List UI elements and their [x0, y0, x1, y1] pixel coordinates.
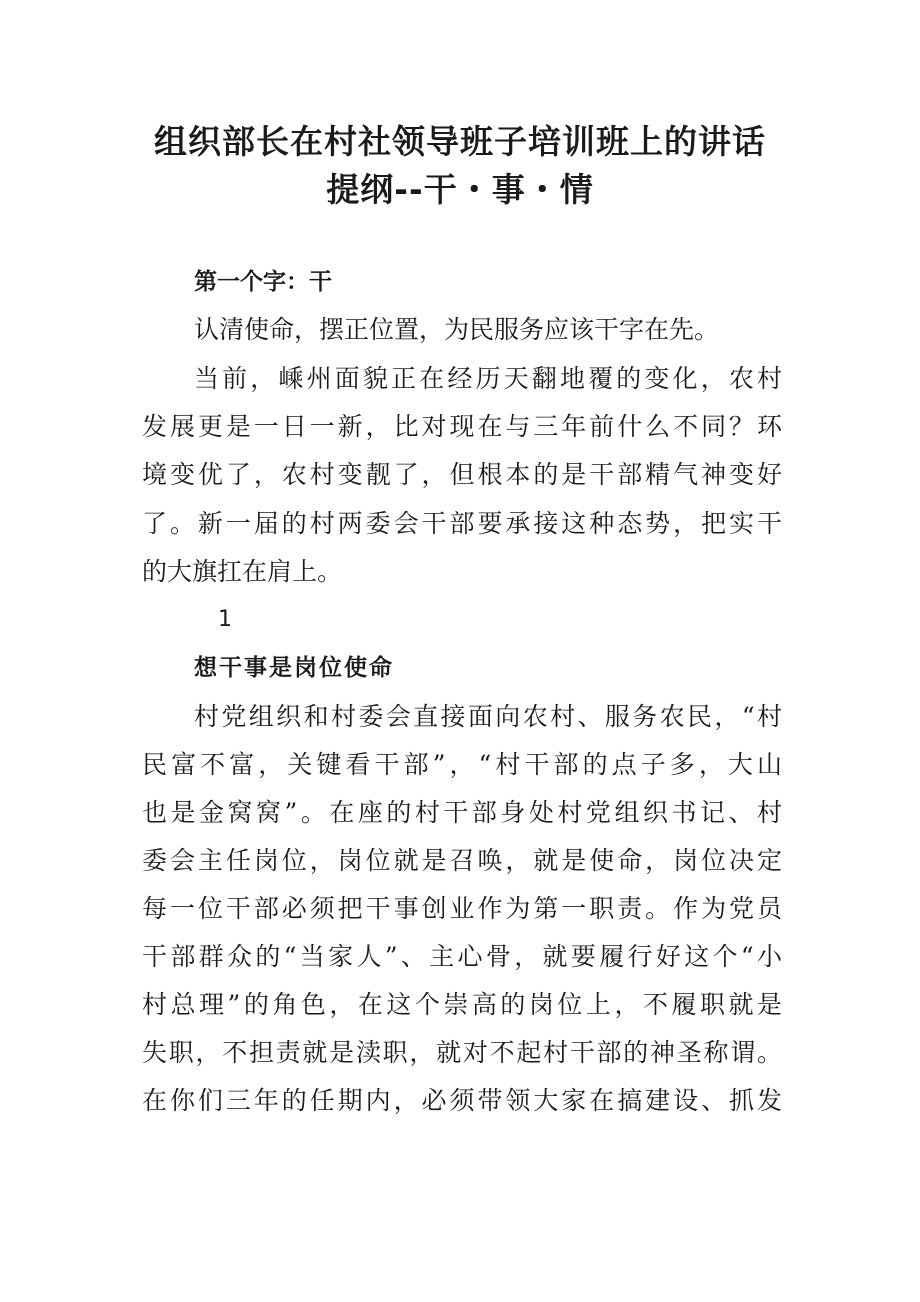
paragraph-2-line-1: 村党组织和村委会直接面向农村、服务农民，“村	[194, 702, 782, 731]
paragraph-2-line-4: 委会主任岗位，岗位就是召唤，就是使命，岗位决定	[142, 846, 782, 875]
paragraph-1-line-3: 境变优了，农村变靓了，但根本的是干部精气神变好	[142, 460, 782, 489]
lead-paragraph: 认清使命，摆正位置，为民服务应该干字在先。	[194, 315, 720, 344]
paragraph-2-line-5: 每一位干部必须把干事创业作为第一职责。作为党员	[142, 894, 782, 923]
paragraph-1-line-2: 发展更是一日一新，比对现在与三年前什么不同？环	[142, 412, 782, 441]
paragraph-2-line-9: 在你们三年的任期内，必须带领大家在搞建设、抓发	[142, 1086, 782, 1115]
subsection-heading: 想干事是岗位使命	[194, 654, 394, 681]
paragraph-1-line-1: 当前，嵊州面貌正在经历天翻地覆的变化，农村	[194, 364, 782, 393]
paragraph-1-line-5: 的大旗扛在肩上。	[142, 557, 343, 586]
item-number: 1	[218, 607, 232, 632]
document-title-line-1: 组织部长在村社领导班子培训班上的讲话	[154, 122, 766, 161]
paragraph-2-line-8: 失职，不担责就是渎职，就对不起村干部的神圣称谓。	[142, 1038, 782, 1067]
paragraph-2-line-3: 也是金窝窝”。在座的村干部身处村党组织书记、村	[142, 798, 782, 827]
section-heading: 第一个字：干	[194, 269, 332, 295]
document-title-line-2: 提纲--干・事・情	[326, 170, 594, 209]
paragraph-2-line-7: 村总理”的角色，在这个崇高的岗位上，不履职就是	[142, 990, 782, 1019]
paragraph-2-line-6: 干部群众的“当家人”、主心骨，就要履行好这个“小	[142, 942, 782, 971]
paragraph-2-line-2: 民富不富，关键看干部”，“村干部的点子多，大山	[142, 750, 782, 779]
paragraph-1-line-4: 了。新一届的村两委会干部要承接这种态势，把实干	[142, 509, 782, 538]
